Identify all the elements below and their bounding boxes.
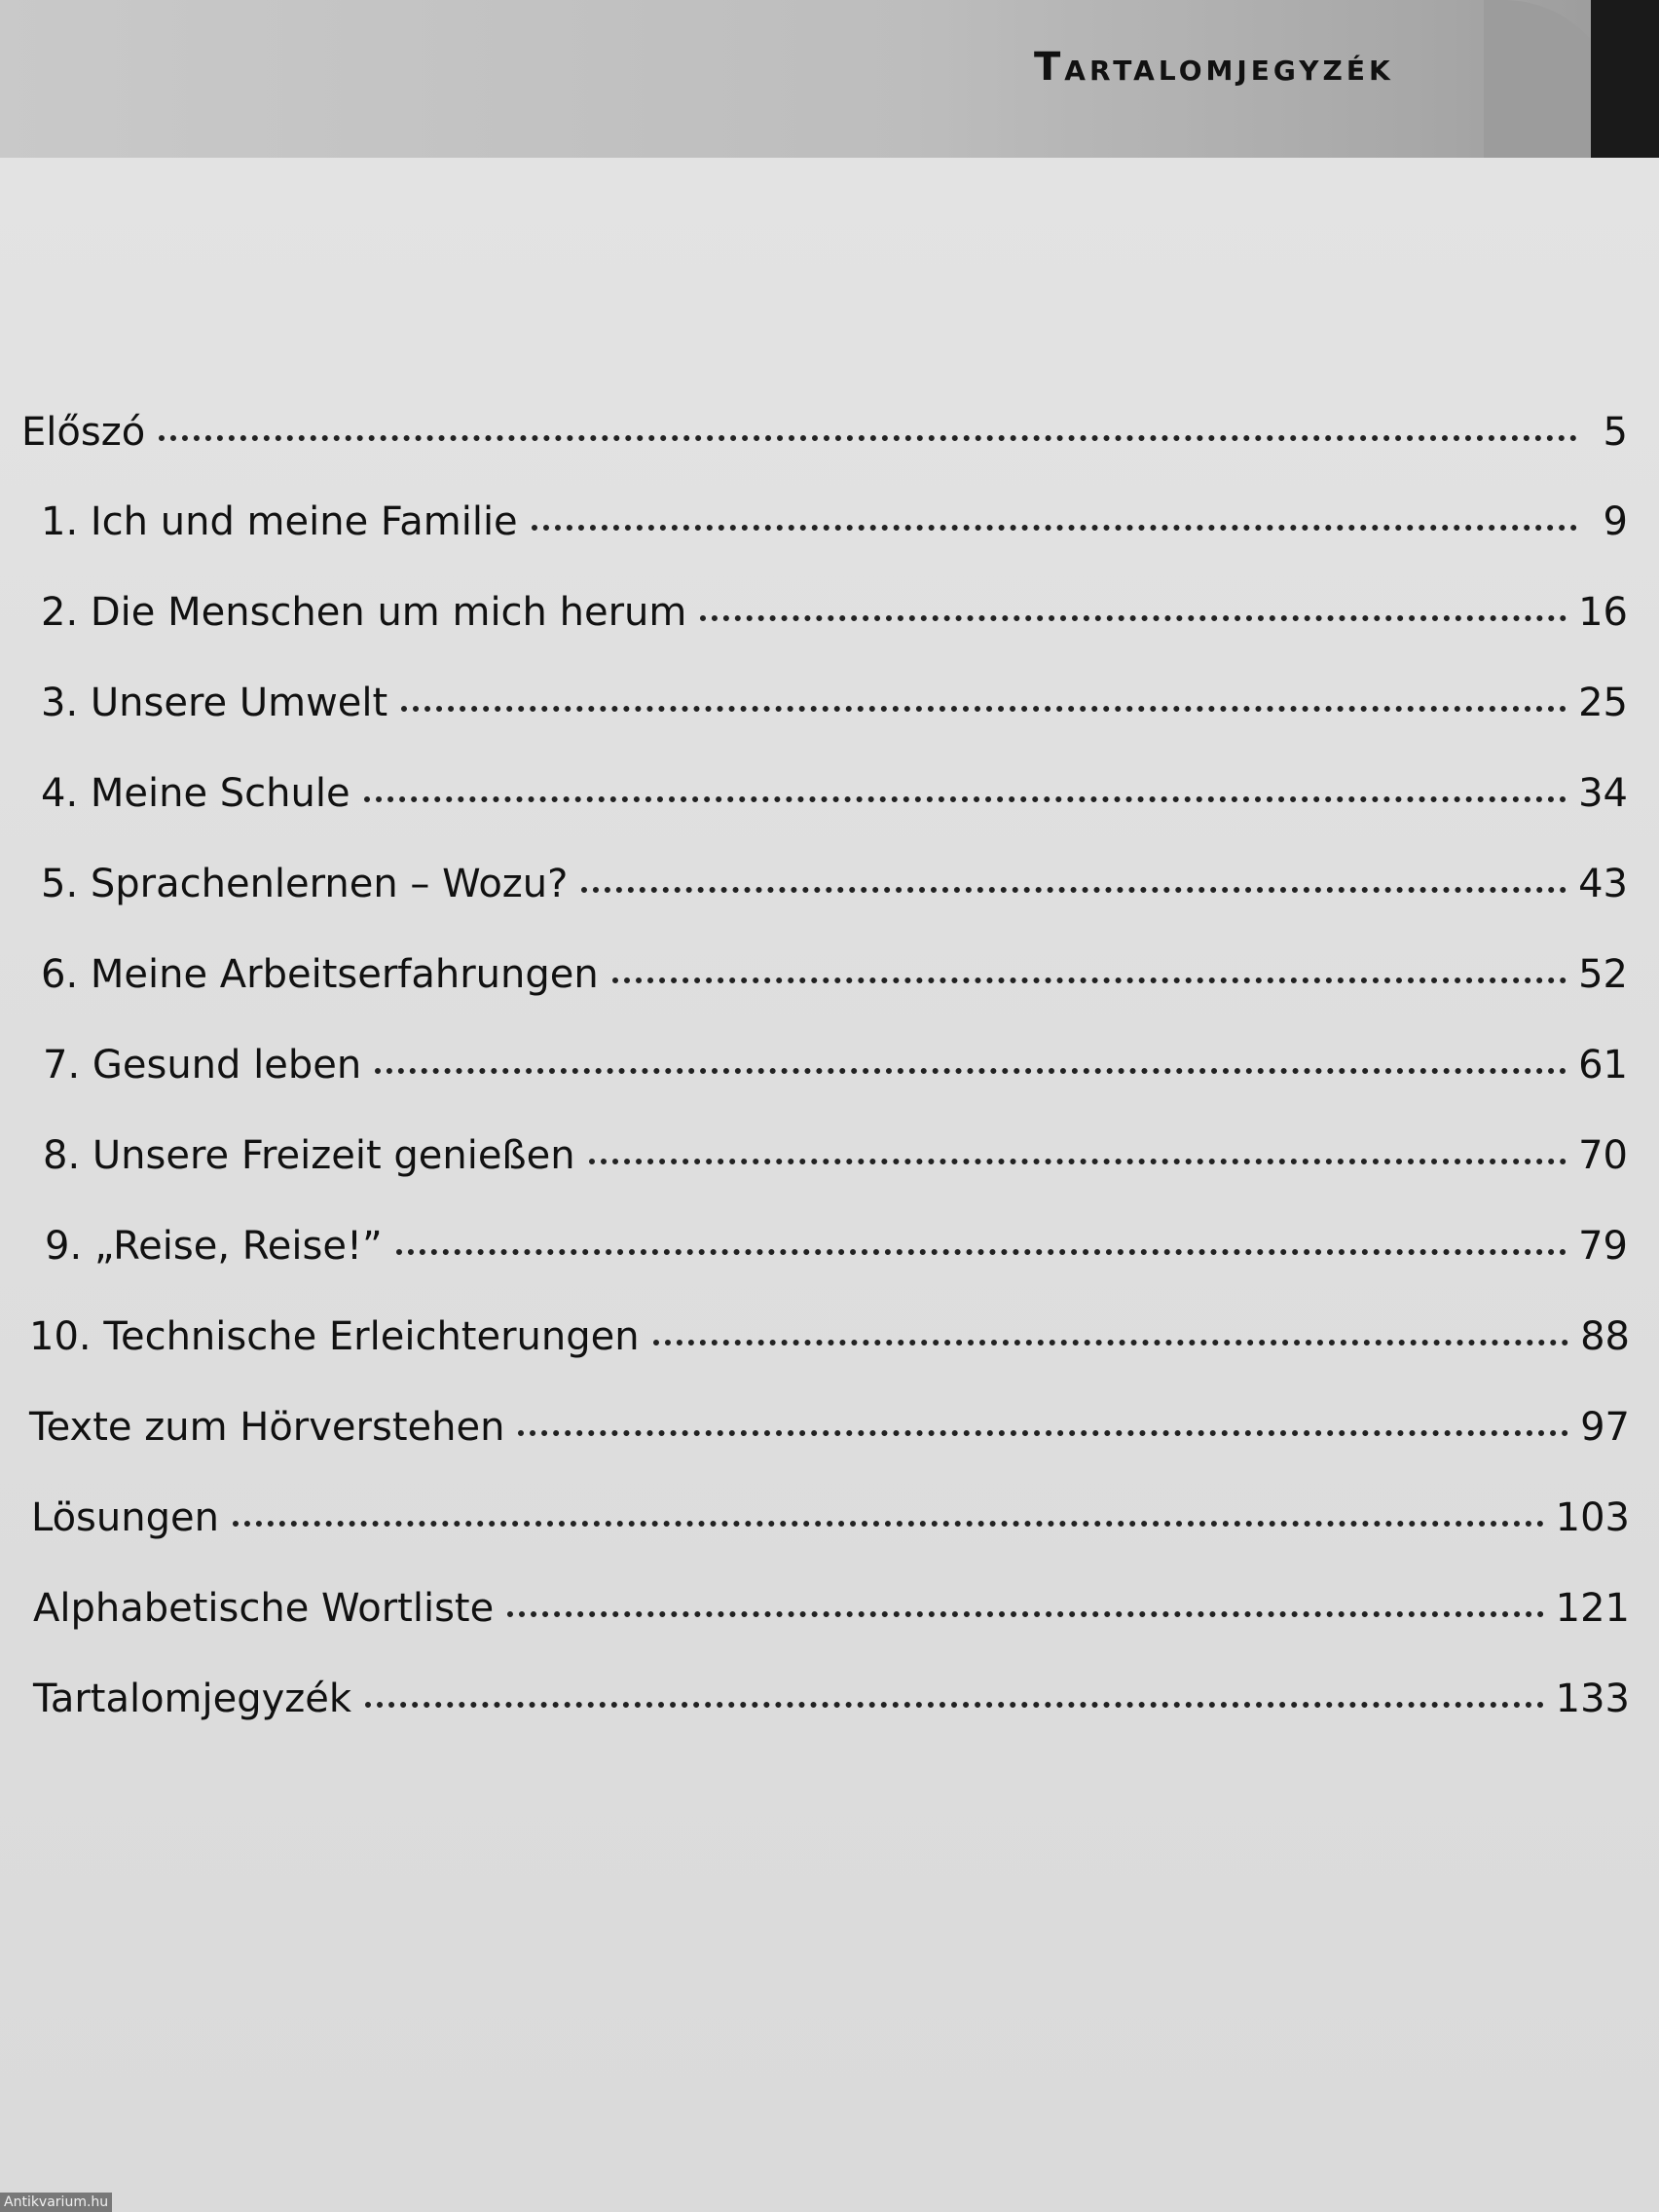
toc-leader-dots (375, 1068, 1567, 1074)
toc-entry-label: 1. Ich und meine Familie (41, 499, 518, 544)
toc-leader-dots (401, 706, 1567, 712)
toc-leader-dots (365, 1702, 1544, 1708)
toc-entry[interactable] (43, 1040, 1628, 1090)
toc-entry-label: 9. „Reise, Reise!” (45, 1224, 383, 1269)
toc-entry-label: 3. Unsere Umwelt (41, 681, 388, 725)
toc-leader-dots (532, 525, 1577, 531)
toc-entry[interactable] (45, 1221, 1628, 1272)
toc-entry[interactable] (41, 678, 1628, 728)
toc-entry-label: Előszó (21, 410, 146, 455)
toc-entry-label: 2. Die Menschen um mich herum (41, 590, 687, 635)
toc-entry-label: Lösungen (31, 1495, 219, 1540)
toc-entry[interactable] (31, 1493, 1630, 1543)
watermark: Antikvarium.hu (0, 2193, 112, 2212)
toc-entry-page: 9 (1603, 499, 1628, 544)
toc-entry-page: 70 (1578, 1133, 1628, 1178)
toc-entry-label: Alphabetische Wortliste (33, 1586, 495, 1631)
toc-leader-dots (159, 435, 1577, 441)
toc-leader-dots (233, 1521, 1544, 1527)
toc-entry-label: 6. Meine Arbeitserfahrungen (41, 952, 599, 997)
toc-leader-dots (364, 796, 1567, 802)
toc-entry[interactable] (41, 768, 1628, 819)
toc-entry-page: 43 (1578, 862, 1628, 906)
toc-entry-label: Texte zum Hörverstehen (29, 1405, 505, 1450)
toc-entry-page: 16 (1578, 590, 1628, 635)
toc-entry-label: 7. Gesund leben (43, 1043, 362, 1088)
toc-leader-dots (589, 1159, 1567, 1164)
toc-entry-label: 10. Technische Erleichterungen (29, 1314, 640, 1359)
toc-leader-dots (653, 1340, 1569, 1346)
toc-entry[interactable] (41, 587, 1628, 638)
toc-entry-label: 5. Sprachenlernen – Wozu? (41, 862, 569, 906)
toc-entry-page: 88 (1580, 1314, 1630, 1359)
toc-entry-page: 61 (1578, 1043, 1628, 1088)
toc-entry-page: 34 (1578, 771, 1628, 816)
toc-entry-page: 79 (1578, 1224, 1628, 1269)
header-tab (1591, 0, 1659, 158)
toc-entry[interactable] (33, 1583, 1630, 1634)
toc-entry-label: 4. Meine Schule (41, 771, 350, 816)
toc-leader-dots (581, 887, 1567, 893)
toc-entry[interactable] (41, 497, 1628, 547)
toc-entry-page: 103 (1555, 1495, 1630, 1540)
toc-entry-label: Tartalomjegyzék (33, 1677, 352, 1721)
toc-entry-page: 25 (1578, 681, 1628, 725)
toc-entry-page: 97 (1580, 1405, 1630, 1450)
toc-entry-page: 121 (1555, 1586, 1630, 1631)
toc-entry[interactable] (29, 1311, 1630, 1362)
toc-entry[interactable] (43, 1130, 1628, 1181)
toc-leader-dots (612, 977, 1567, 983)
toc-entry[interactable] (29, 1402, 1630, 1453)
toc-entry[interactable] (41, 859, 1628, 909)
toc-entry-page: 5 (1603, 410, 1628, 455)
toc-entry-page: 133 (1555, 1677, 1630, 1721)
toc-entry[interactable] (33, 1674, 1630, 1724)
toc-entry[interactable] (21, 407, 1628, 458)
page-title: Tartalomjegyzék (1034, 45, 1394, 90)
toc-leader-dots (700, 615, 1567, 621)
header-band (0, 0, 1659, 158)
toc-entry[interactable] (41, 949, 1628, 1000)
toc-leader-dots (396, 1249, 1567, 1255)
toc-leader-dots (518, 1430, 1568, 1436)
toc-entry-label: 8. Unsere Freizeit genießen (43, 1133, 575, 1178)
toc-entry-page: 52 (1578, 952, 1628, 997)
toc-leader-dots (507, 1611, 1543, 1617)
